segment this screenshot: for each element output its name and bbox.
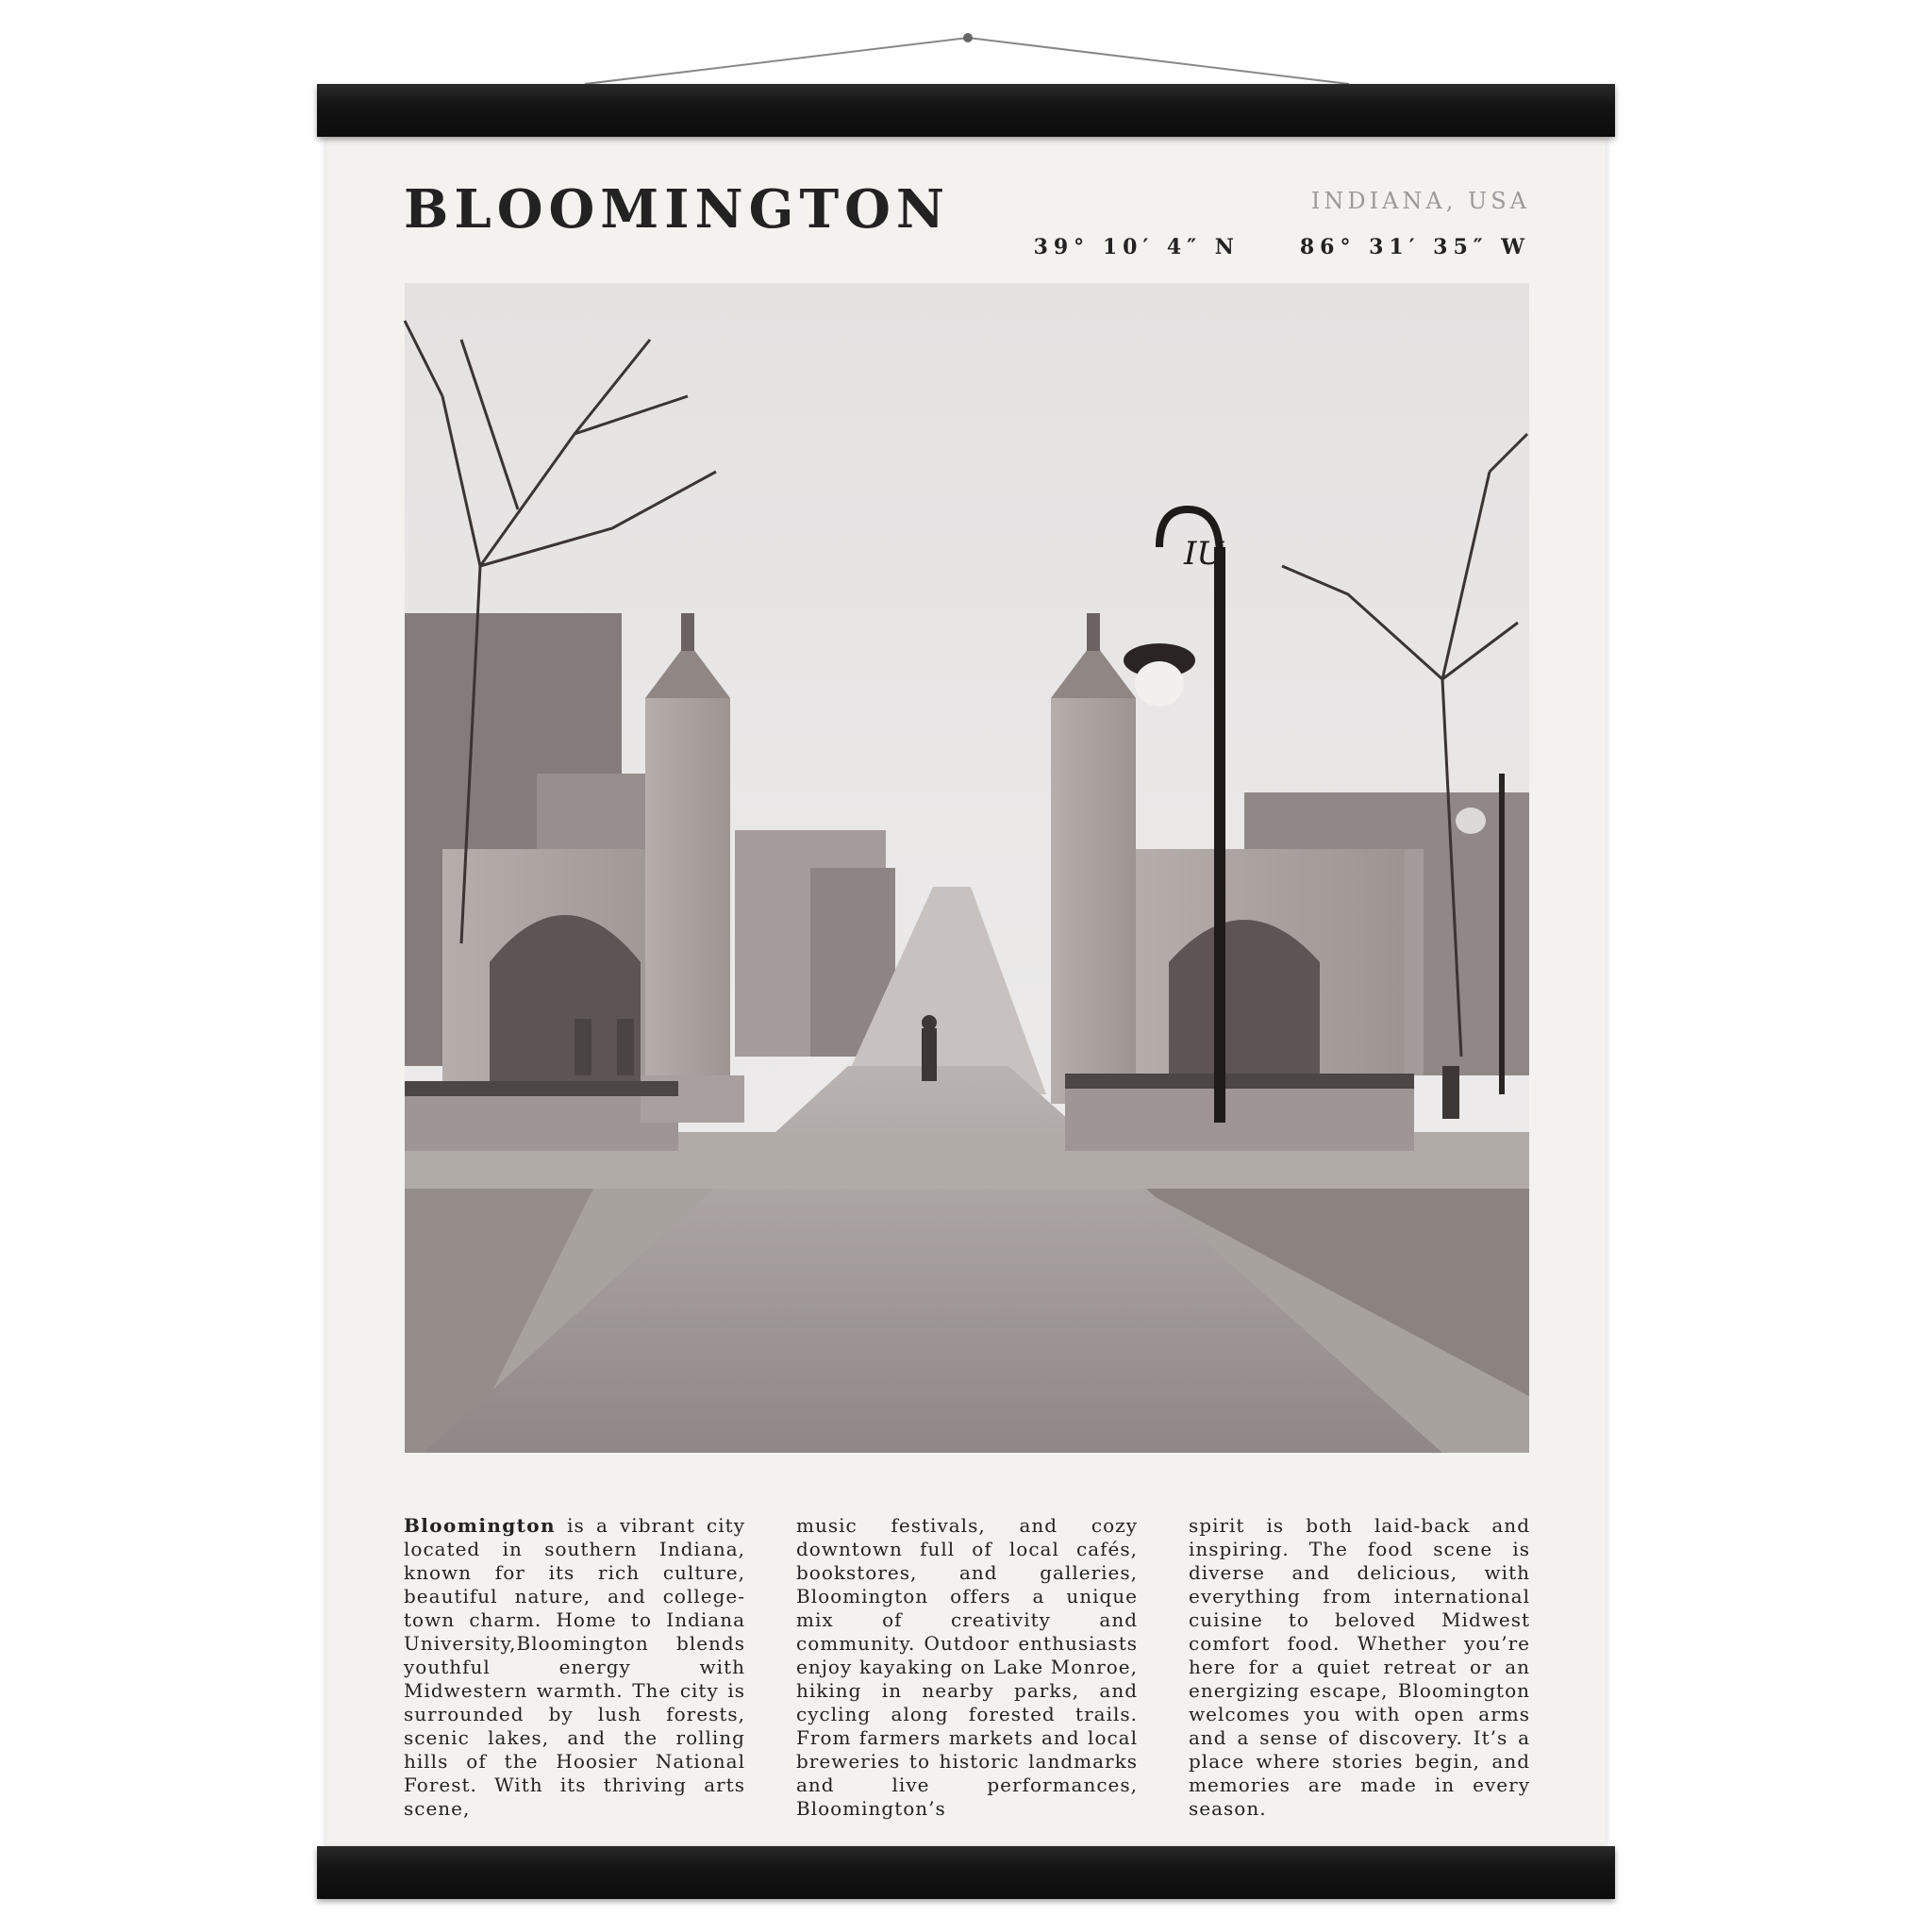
region-label: INDIANA, USA — [1310, 188, 1530, 214]
bottom-hanger-bar — [317, 1846, 1615, 1899]
description-column-3: spirit is both laid-back and inspiring. The food scene is diverse and delicious, with everything from international cuisine to beloved Midwest comfort food. Whether you’re here for a quiet retreat or an energizing escape, Bloomington welcomes you with open arms and a sense of discovery. It’s a place where stories begin, and memories are made in every season. — [1189, 1514, 1530, 1820]
poster-title: BLOOMINGTON — [404, 178, 951, 241]
latitude: 39° 10′ 4″ N — [1033, 235, 1240, 259]
longitude: 86° 31′ 35″ W — [1299, 235, 1530, 259]
description — [404, 1514, 1530, 1820]
hanging-wire — [0, 0, 1932, 94]
description-column-2: music festivals, and cozy downtown full of local cafés, bookstores, and galleries, Bloomington offers a unique mix of creativity and community. Outdoor enthusiasts enjoy kayaking on Lake Monroe, hiking in nearby parks, and cycling along forested trails. From farmers markets and local breweries to historic landmarks and live performances, Bloomington’s — [796, 1514, 1138, 1820]
gates-photo — [405, 283, 1529, 1453]
description-lead: Bloomington — [404, 1514, 556, 1537]
top-hanger-bar — [317, 84, 1615, 137]
coordinates — [1034, 235, 1530, 259]
poster-sheet — [326, 137, 1606, 1846]
lamp-emblem: IU — [1184, 535, 1224, 573]
description-column-1 — [404, 1514, 745, 1820]
description-column-1-text: is a vibrant city located in southern Indiana, known for its rich culture, beautiful nature, and college-town charm. Home to Indiana University,Bloomington blends youthful energy with Midwestern warmth. The city is surrounded by lush forests, scenic lakes, and the rolling hills of the Hoosier National Forest. With its thriving arts scene, — [404, 1514, 745, 1820]
